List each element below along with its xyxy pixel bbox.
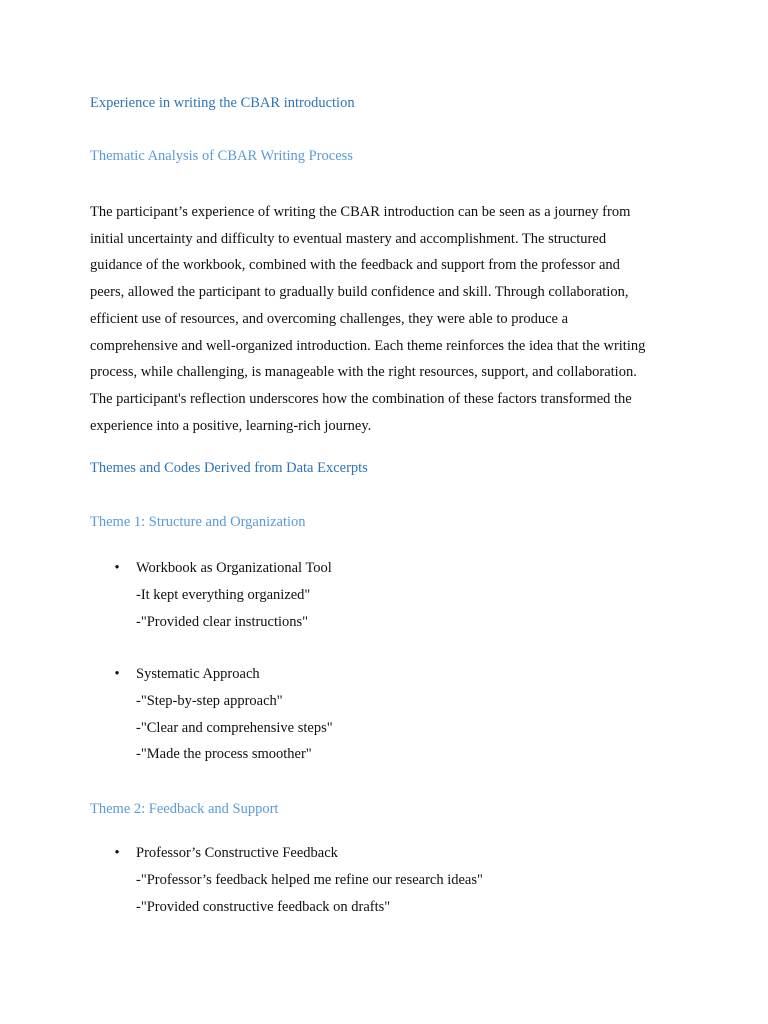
- code-bullet: [112, 555, 332, 582]
- code-list-item: [112, 555, 332, 635]
- paragraph-line: initial uncertainty and difficulty to eventual mastery and accomplishment. The structured: [90, 230, 607, 247]
- data-excerpt: -It kept everything organized": [136, 586, 311, 603]
- data-excerpt: -"Professor’s feedback helped me refine our research ideas": [136, 871, 483, 888]
- data-excerpt: -"Provided clear instructions": [136, 613, 309, 630]
- code-label: Workbook as Organizational Tool: [136, 560, 332, 576]
- code-label: Systematic Approach: [136, 666, 260, 682]
- paragraph-line: peers, allowed the participant to gradually build confidence and skill. Through collaboration,: [90, 284, 629, 301]
- code-label: Professor’s Constructive Feedback: [136, 845, 338, 861]
- code-bullet: [112, 840, 483, 867]
- code-list-item: [112, 840, 483, 920]
- data-excerpt: -"Made the process smoother": [136, 746, 312, 763]
- paragraph-line: The participant’s experience of writing the CBAR introduction can be seen as a journey from: [90, 204, 631, 220]
- section-heading-thematic-analysis: Thematic Analysis of CBAR Writing Process: [90, 148, 353, 164]
- bullet-icon: •: [114, 845, 120, 861]
- bullet-icon: •: [114, 560, 120, 576]
- data-excerpt: -"Provided constructive feedback on drafts": [136, 898, 391, 915]
- paragraph-line: comprehensive and well-organized introduction. Each theme reinforces the idea that the writing: [90, 337, 646, 354]
- data-excerpt: -"Step-by-step approach": [136, 692, 283, 709]
- theme-heading-2: Theme 2: Feedback and Support: [90, 801, 279, 817]
- code-bullet: [112, 661, 333, 688]
- paragraph-line: guidance of the workbook, combined with the feedback and support from the professor and: [90, 257, 620, 274]
- data-excerpt: -"Clear and comprehensive steps": [136, 719, 333, 736]
- code-list-item: [112, 661, 333, 768]
- document-title: Experience in writing the CBAR introduction: [90, 95, 355, 111]
- paragraph-line: efficient use of resources, and overcoming challenges, they were able to produce a: [90, 310, 569, 327]
- paragraph-line: experience into a positive, learning-rich journey.: [90, 417, 372, 434]
- paragraph-line: process, while challenging, is manageable with the right resources, support, and collaboration.: [90, 364, 637, 381]
- section-heading-themes-and-codes: Themes and Codes Derived from Data Excerpts: [90, 460, 368, 476]
- bullet-icon: •: [114, 666, 120, 682]
- theme-heading-1: Theme 1: Structure and Organization: [90, 514, 306, 530]
- paragraph-line: The participant's reflection underscores how the combination of these factors transformed the: [90, 390, 632, 407]
- summary-paragraph: [90, 199, 680, 439]
